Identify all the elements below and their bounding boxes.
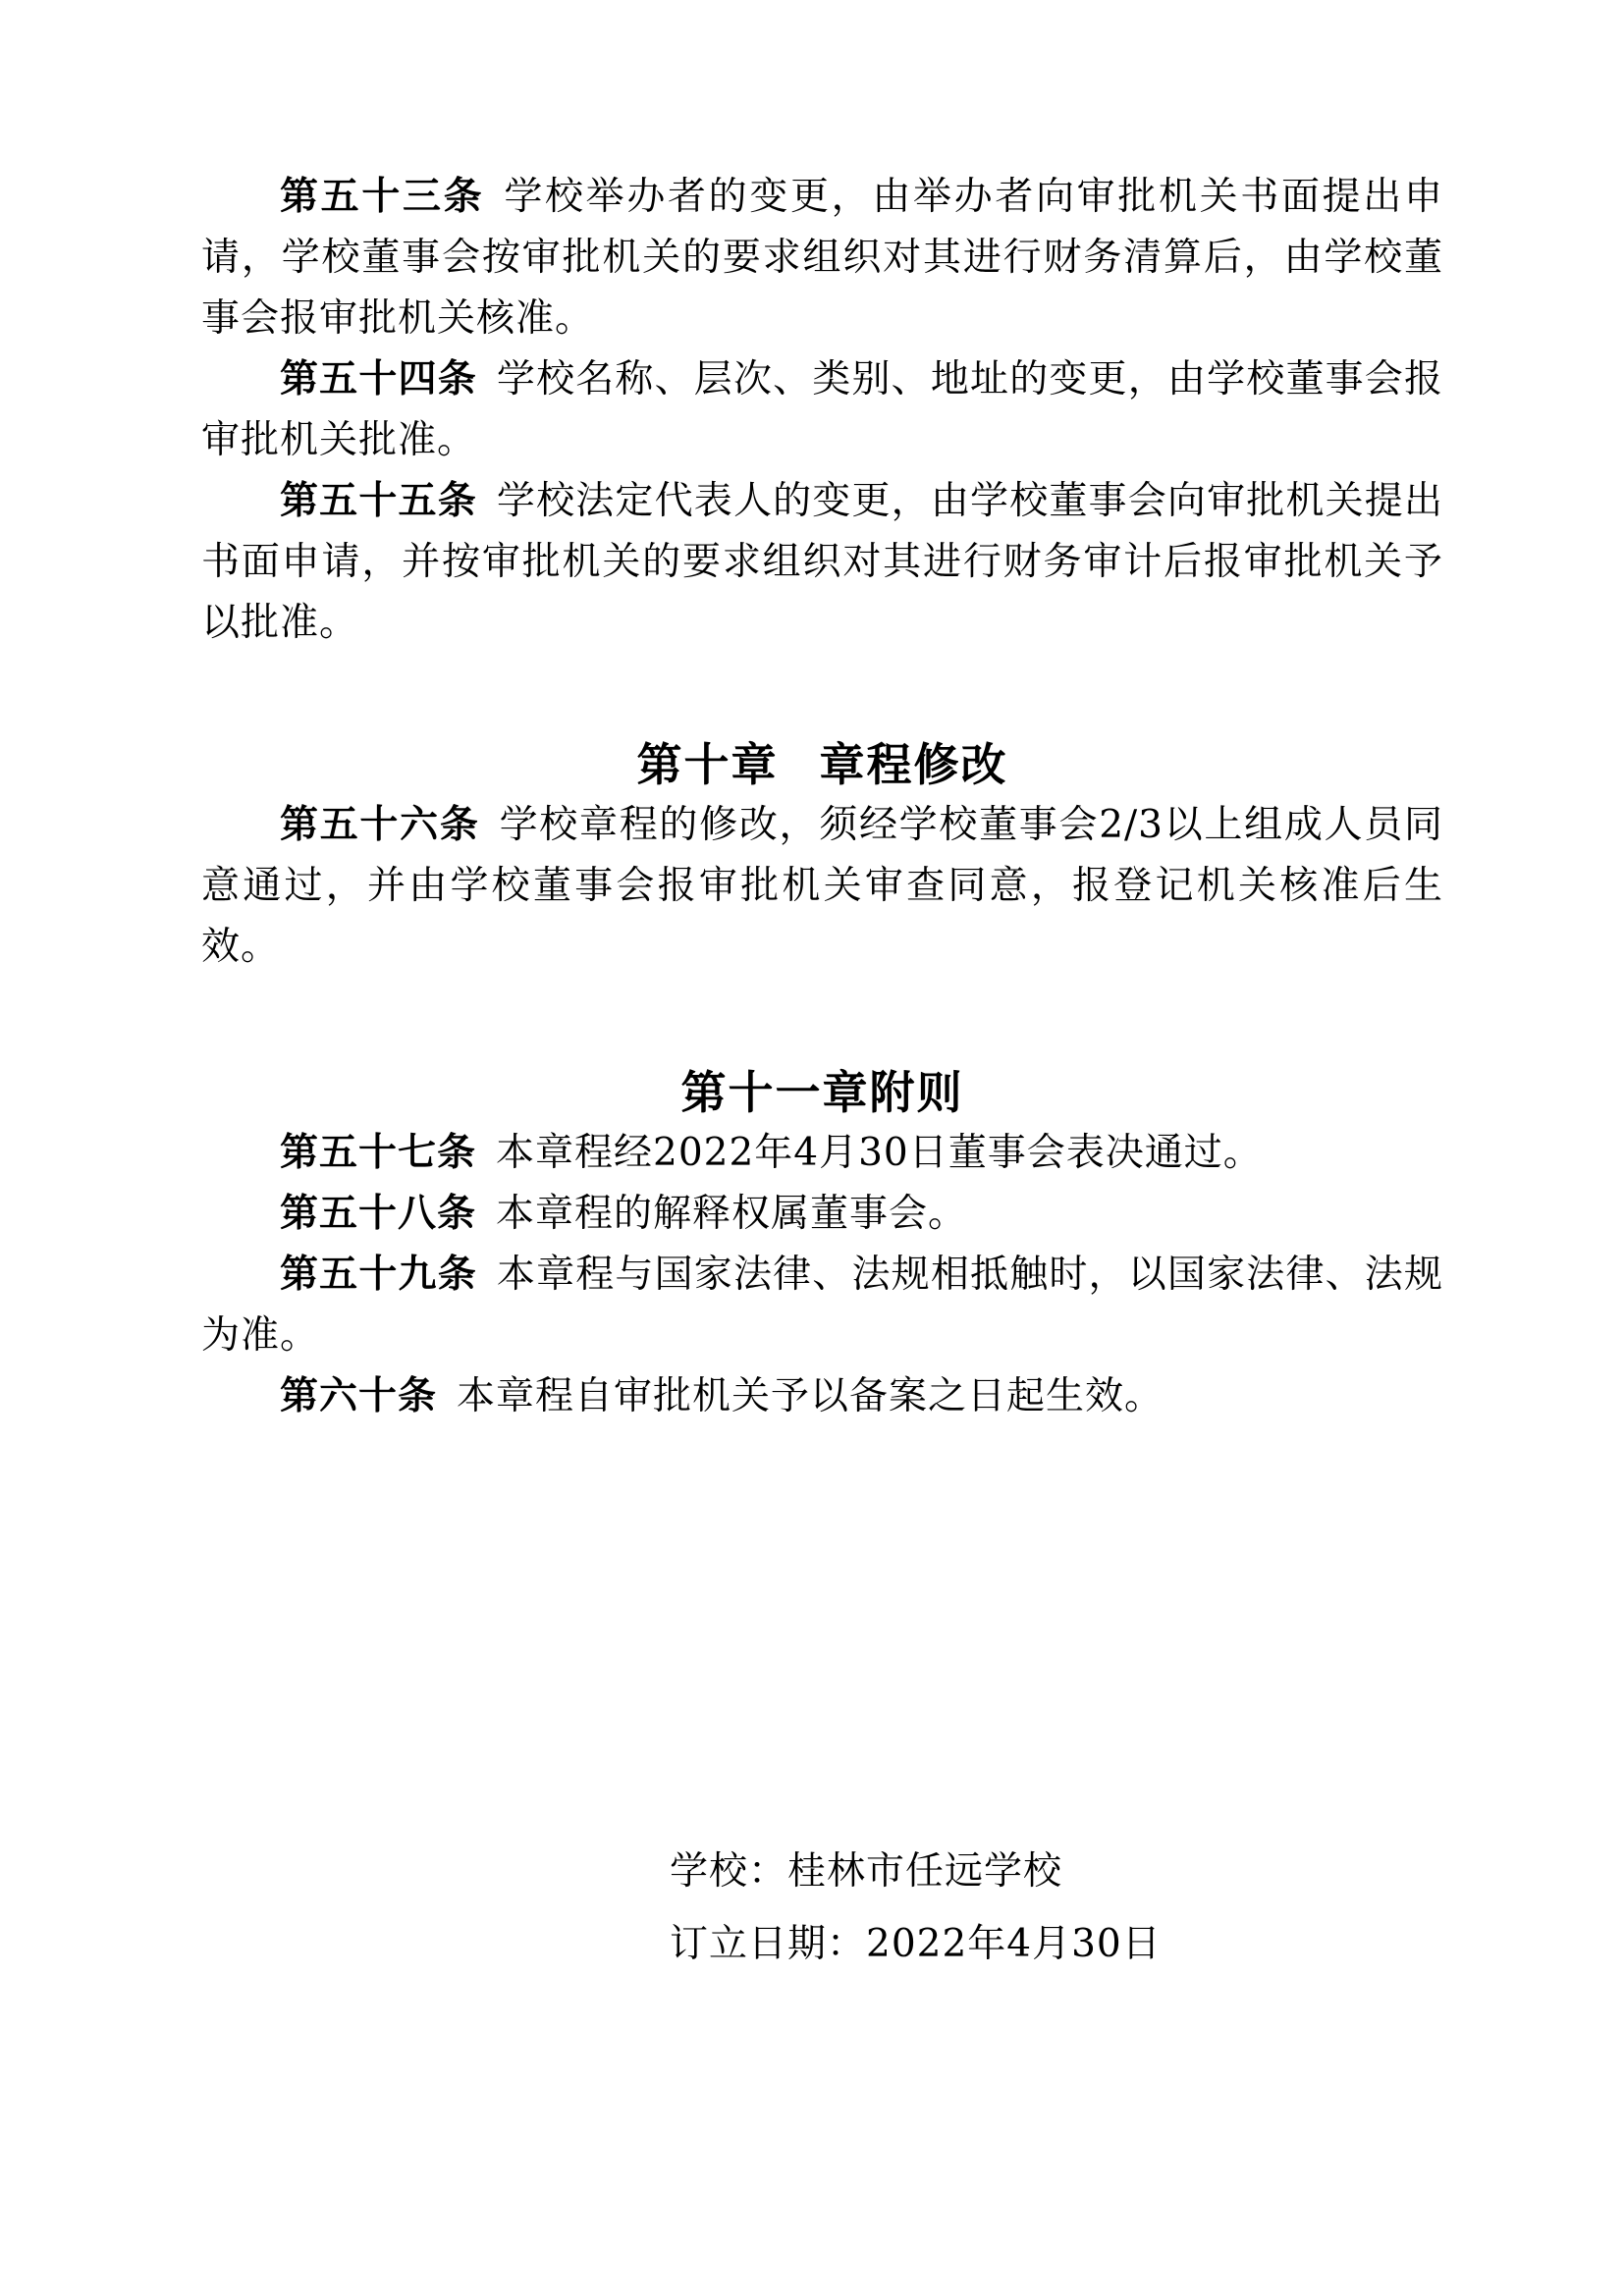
article-number: 第五十三条: [280, 175, 485, 219]
signature-date: 订立日期：2022年4月30日: [670, 1922, 1162, 1966]
article-text: 学校名称、层次、类别、地址的变更，由学校董事会报审批机关批准。: [201, 357, 1443, 462]
article-number: 第五十七条: [280, 1131, 477, 1175]
article-text: 本章程经2022年4月30日董事会表决通过。: [496, 1131, 1263, 1175]
article-54: [201, 349, 1443, 471]
spacer: [201, 978, 1443, 1062]
chapter-11-title: 第十一章附则: [680, 1066, 964, 1119]
article-57: [201, 1123, 1443, 1184]
article-60: [201, 1366, 1443, 1427]
article-text: 学校法定代表人的变更，由学校董事会向审批机关提出书面申请，并按审批机关的要求组织对其进行财务审计后报审批机关予以批准。: [201, 479, 1443, 645]
chapter-10-name: 章程修改: [819, 738, 1008, 791]
article-text: 本章程与国家法律、法规相抵触时，以国家法律、法规为准。: [201, 1253, 1443, 1358]
article-text: 学校举办者的变更，由举办者向审批机关书面提出申请，学校董事会按审批机关的要求组织对其进行财务清算后，由学校董事会报审批机关核准。: [201, 175, 1443, 341]
chapter-10-title: [201, 734, 1443, 795]
article-number: 第五十六条: [280, 803, 480, 847]
article-55: [201, 471, 1443, 654]
article-text: 本章程的解释权属董事会。: [496, 1192, 968, 1236]
article-text: 学校章程的修改，须经学校董事会2/3以上组成人员同意通过，并由学校董事会报审批机关审查同意，报登记机关核准后生效。: [201, 803, 1443, 969]
chapter-10-number: 第十章: [636, 738, 779, 791]
document-body: [201, 167, 1443, 1427]
article-number: 第五十八条: [280, 1192, 477, 1236]
article-number: 第五十五条: [280, 479, 477, 523]
article-text: 本章程自审批机关予以备案之日起生效。: [457, 1374, 1164, 1418]
article-56: [201, 795, 1443, 978]
signature-block: [670, 1836, 1162, 1981]
article-59: [201, 1245, 1443, 1366]
signature-school: 学校：桂林市任远学校: [670, 1849, 1063, 1894]
article-58: [201, 1184, 1443, 1245]
spacer: [201, 654, 1443, 734]
article-53: [201, 167, 1443, 349]
article-number: 第五十九条: [280, 1253, 477, 1297]
article-number: 第六十条: [280, 1374, 438, 1418]
article-number: 第五十四条: [280, 357, 477, 401]
